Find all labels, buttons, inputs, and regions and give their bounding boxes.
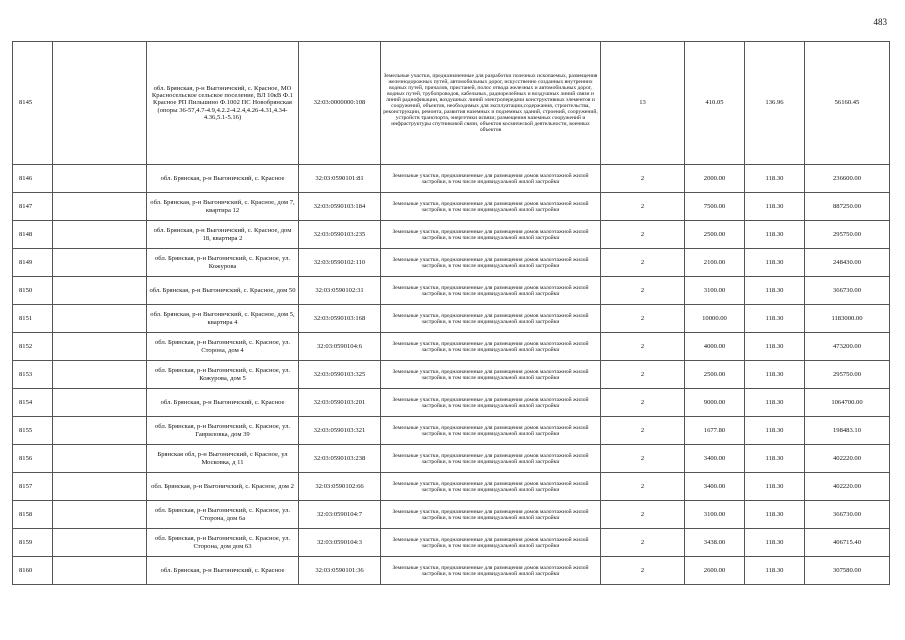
address-cell: обл. Брянская, р-н Выгоничский, с. Красное, дом 5, квартира 4 — [147, 305, 299, 333]
land-use-purpose-cell: Земельные участки, предназначенные для размещения домов малоэтажной жилой застройки, в том числе индивидуальной жилой застройки — [381, 249, 601, 277]
land-use-purpose-cell: Земельные участки, предназначенные для размещения домов малоэтажной жилой застройки, в том числе индивидуальной жилой застройки — [381, 557, 601, 585]
address-cell: обл. Брянская, р-н Выгоничский, с. Красное — [147, 557, 299, 585]
table-row — [13, 193, 890, 221]
use-group-code-cell: 2 — [601, 445, 685, 473]
address-cell: обл. Брянская, р-н Выгоничский, с. Красное — [147, 389, 299, 417]
address-cell: обл. Брянская, р-н Выгоничский, с. Красное, дом 7, квартира 12 — [147, 193, 299, 221]
address-cell: обл. Брянская, р-н Выгоничский, с. Красное, ул. Кожурова — [147, 249, 299, 277]
cadastral-number-cell: 32:03:0590103:184 — [299, 193, 381, 221]
blank-cell — [53, 305, 147, 333]
record-number-cell: 8155 — [13, 417, 53, 445]
blank-cell — [53, 389, 147, 417]
area-cell: 410.05 — [685, 42, 745, 165]
table-body — [13, 42, 890, 585]
address-cell: обл. Брянская, р-н Выгоничский, с. Красное, ул. Сторона, дом 4 — [147, 333, 299, 361]
area-cell: 7500.00 — [685, 193, 745, 221]
address-cell: обл. Брянская, р-н Выгоничский, с. Красное, МО Красносельское сельское поселение, ВЛ 10кВ Ф.1 Красное РП Пильшино Ф.1002 ПС Новобрянская (опоры 36-57,4.7-4.9,4.2.2-4.2.4,4.26-4.31,4.34-4.36,5.1-5.16) — [147, 42, 299, 165]
area-cell: 3400.00 — [685, 445, 745, 473]
use-group-code-cell: 2 — [601, 389, 685, 417]
cadastral-value-cell: 236600.00 — [805, 165, 890, 193]
use-group-code-cell: 2 — [601, 473, 685, 501]
use-group-code-cell: 2 — [601, 249, 685, 277]
cadastral-value-cell: 402220.00 — [805, 445, 890, 473]
land-use-purpose-cell: Земельные участки, предназначенные для размещения домов малоэтажной жилой застройки, в том числе индивидуальной жилой застройки — [381, 221, 601, 249]
use-group-code-cell: 13 — [601, 42, 685, 165]
cadastral-number-cell: 32:03:0000000:108 — [299, 42, 381, 165]
use-group-code-cell: 2 — [601, 333, 685, 361]
blank-cell — [53, 361, 147, 389]
cadastral-value-cell: 295750.00 — [805, 361, 890, 389]
cadastral-value-cell: 887250.00 — [805, 193, 890, 221]
specific-value-cell: 118.30 — [745, 417, 805, 445]
blank-cell — [53, 529, 147, 557]
cadastral-value-cell: 198483.10 — [805, 417, 890, 445]
cadastral-number-cell: 32:03:0590102:110 — [299, 249, 381, 277]
cadastral-number-cell: 32:03:0590102:31 — [299, 277, 381, 305]
land-use-purpose-cell: Земельные участки, предназначенные для размещения домов малоэтажной жилой застройки, в том числе индивидуальной жилой застройки — [381, 529, 601, 557]
address-cell: обл. Брянская, р-н Выгоничский, с. Красное, ул. Сторона, дом 6а — [147, 501, 299, 529]
use-group-code-cell: 2 — [601, 165, 685, 193]
use-group-code-cell: 2 — [601, 221, 685, 249]
area-cell: 2500.00 — [685, 361, 745, 389]
specific-value-cell: 118.30 — [745, 361, 805, 389]
specific-value-cell: 118.30 — [745, 277, 805, 305]
use-group-code-cell: 2 — [601, 193, 685, 221]
blank-cell — [53, 42, 147, 165]
cadastral-number-cell: 32:03:0590104:7 — [299, 501, 381, 529]
cadastral-value-cell: 366730.00 — [805, 277, 890, 305]
cadastral-number-cell: 32:03:0590103:321 — [299, 417, 381, 445]
land-use-purpose-cell: Земельные участки, предназначенные для размещения домов малоэтажной жилой застройки, в том числе индивидуальной жилой застройки — [381, 193, 601, 221]
specific-value-cell: 118.30 — [745, 249, 805, 277]
blank-cell — [53, 417, 147, 445]
table-row — [13, 473, 890, 501]
area-cell: 4000.00 — [685, 333, 745, 361]
cadastral-number-cell: 32:03:0590103:238 — [299, 445, 381, 473]
area-cell: 3400.00 — [685, 473, 745, 501]
blank-cell — [53, 221, 147, 249]
cadastral-value-cell: 307580.00 — [805, 557, 890, 585]
address-cell: обл. Брянская, р-н Выгоничский, с. Красное, ул. Сторона, дом дом 63 — [147, 529, 299, 557]
cadastral-number-cell: 32:03:0590103:168 — [299, 305, 381, 333]
record-number-cell: 8148 — [13, 221, 53, 249]
land-use-purpose-cell: Земельные участки, предназначенные для размещения домов малоэтажной жилой застройки, в том числе индивидуальной жилой застройки — [381, 333, 601, 361]
record-number-cell: 8149 — [13, 249, 53, 277]
record-number-cell: 8151 — [13, 305, 53, 333]
cadastral-number-cell: 32:03:0590102:66 — [299, 473, 381, 501]
specific-value-cell: 118.30 — [745, 473, 805, 501]
table-row — [13, 445, 890, 473]
table-row — [13, 249, 890, 277]
specific-value-cell: 136.96 — [745, 42, 805, 165]
blank-cell — [53, 557, 147, 585]
specific-value-cell: 118.30 — [745, 501, 805, 529]
cadastral-value-cell: 1064700.00 — [805, 389, 890, 417]
address-cell: обл. Брянская, р-н Выгоничский, с. Красное — [147, 165, 299, 193]
land-use-purpose-cell: Земельные участки, предназначенные для размещения домов малоэтажной жилой застройки, в том числе индивидуальной жилой застройки — [381, 473, 601, 501]
specific-value-cell: 118.30 — [745, 389, 805, 417]
table-row — [13, 277, 890, 305]
land-use-purpose-cell: Земельные участки, предназначенные для размещения домов малоэтажной жилой застройки, в том числе индивидуальной жилой застройки — [381, 445, 601, 473]
record-number-cell: 8150 — [13, 277, 53, 305]
table-row — [13, 501, 890, 529]
area-cell: 2500.00 — [685, 221, 745, 249]
record-number-cell: 8146 — [13, 165, 53, 193]
specific-value-cell: 118.30 — [745, 333, 805, 361]
cadastral-number-cell: 32:03:0590104:3 — [299, 529, 381, 557]
table-row — [13, 165, 890, 193]
record-number-cell: 8156 — [13, 445, 53, 473]
cadastral-number-cell: 32:03:0590103:325 — [299, 361, 381, 389]
land-use-purpose-cell: Земельные участки, предназначенные для разработки полезных ископаемых, размещения железнодорожных путей, автомобильных дорог, искусственно созданных внутренних водных путей, причалов, пристаней, полос отвода железных и автомобильных дорог, водных путей, трубопроводов, кабельных, радиорелейных и воздушных линий связи и линий радиофикации, воздушных линий электропередачи конструктивных элементов и сооружений, объектов, необходимых для эксплуатации,содержания, строительства, реконструкции, ремонта, развития наземных и подземных зданий, строений, сооружений, устройств транспорта, энергетики исвязи; размещения наземных сооружений и инфраструктуры спутниковой связи, объектов космической деятельности, военных объектов — [381, 42, 601, 165]
blank-cell — [53, 193, 147, 221]
blank-cell — [53, 277, 147, 305]
cadastral-value-cell: 473200.00 — [805, 333, 890, 361]
specific-value-cell: 118.30 — [745, 221, 805, 249]
page-number: 483 — [873, 17, 887, 27]
specific-value-cell: 118.30 — [745, 193, 805, 221]
area-cell: 3100.00 — [685, 501, 745, 529]
record-number-cell: 8159 — [13, 529, 53, 557]
table-row — [13, 389, 890, 417]
address-cell: обл. Брянская, р-н Выгоничский, с. Красное, дом 50 — [147, 277, 299, 305]
address-cell: обл. Брянская, р-н Выгоничский, с. Красное, дом 18, квартира 2 — [147, 221, 299, 249]
area-cell: 3438.00 — [685, 529, 745, 557]
specific-value-cell: 118.30 — [745, 165, 805, 193]
table-row — [13, 42, 890, 165]
record-number-cell: 8154 — [13, 389, 53, 417]
record-number-cell: 8145 — [13, 42, 53, 165]
specific-value-cell: 118.30 — [745, 557, 805, 585]
land-use-purpose-cell: Земельные участки, предназначенные для размещения домов малоэтажной жилой застройки, в том числе индивидуальной жилой застройки — [381, 277, 601, 305]
cadastral-value-cell: 406715.40 — [805, 529, 890, 557]
use-group-code-cell: 2 — [601, 501, 685, 529]
record-number-cell: 8160 — [13, 557, 53, 585]
record-number-cell: 8158 — [13, 501, 53, 529]
land-use-purpose-cell: Земельные участки, предназначенные для размещения домов малоэтажной жилой застройки, в том числе индивидуальной жилой застройки — [381, 417, 601, 445]
area-cell: 9000.00 — [685, 389, 745, 417]
record-number-cell: 8157 — [13, 473, 53, 501]
area-cell: 2000.00 — [685, 165, 745, 193]
address-cell: обл. Брянская, р-н Выгоничский, с. Красное, дом 2 — [147, 473, 299, 501]
use-group-code-cell: 2 — [601, 305, 685, 333]
cadastral-value-cell: 366730.00 — [805, 501, 890, 529]
cadastral-number-cell: 32:03:0590101:81 — [299, 165, 381, 193]
use-group-code-cell: 2 — [601, 557, 685, 585]
table-row — [13, 557, 890, 585]
area-cell: 1677.80 — [685, 417, 745, 445]
area-cell: 2600.00 — [685, 557, 745, 585]
cadastral-number-cell: 32:03:0590104:6 — [299, 333, 381, 361]
use-group-code-cell: 2 — [601, 277, 685, 305]
use-group-code-cell: 2 — [601, 361, 685, 389]
land-use-purpose-cell: Земельные участки, предназначенные для размещения домов малоэтажной жилой застройки, в том числе индивидуальной жилой застройки — [381, 305, 601, 333]
land-registry-table — [12, 41, 890, 585]
record-number-cell: 8152 — [13, 333, 53, 361]
table-row — [13, 333, 890, 361]
area-cell: 2100.00 — [685, 249, 745, 277]
blank-cell — [53, 165, 147, 193]
cadastral-number-cell: 32:03:0590103:201 — [299, 389, 381, 417]
specific-value-cell: 118.30 — [745, 529, 805, 557]
land-use-purpose-cell: Земельные участки, предназначенные для размещения домов малоэтажной жилой застройки, в том числе индивидуальной жилой застройки — [381, 165, 601, 193]
address-cell: обл. Брянская, р-н Выгоничский, с. Красное, ул. Гавриловка, дом 39 — [147, 417, 299, 445]
cadastral-value-cell: 295750.00 — [805, 221, 890, 249]
specific-value-cell: 118.30 — [745, 305, 805, 333]
blank-cell — [53, 473, 147, 501]
area-cell: 10000.00 — [685, 305, 745, 333]
cadastral-value-cell: 1183000.00 — [805, 305, 890, 333]
cadastral-number-cell: 32:03:0590103:235 — [299, 221, 381, 249]
cadastral-value-cell: 248430.00 — [805, 249, 890, 277]
specific-value-cell: 118.30 — [745, 445, 805, 473]
use-group-code-cell: 2 — [601, 529, 685, 557]
land-use-purpose-cell: Земельные участки, предназначенные для размещения домов малоэтажной жилой застройки, в том числе индивидуальной жилой застройки — [381, 361, 601, 389]
table-row — [13, 417, 890, 445]
cadastral-number-cell: 32:03:0590101:36 — [299, 557, 381, 585]
blank-cell — [53, 501, 147, 529]
land-use-purpose-cell: Земельные участки, предназначенные для размещения домов малоэтажной жилой застройки, в том числе индивидуальной жилой застройки — [381, 501, 601, 529]
land-use-purpose-cell: Земельные участки, предназначенные для размещения домов малоэтажной жилой застройки, в том числе индивидуальной жилой застройки — [381, 389, 601, 417]
use-group-code-cell: 2 — [601, 417, 685, 445]
area-cell: 3100.00 — [685, 277, 745, 305]
cadastral-value-cell: 56160.45 — [805, 42, 890, 165]
blank-cell — [53, 249, 147, 277]
cadastral-value-cell: 402220.00 — [805, 473, 890, 501]
table-row — [13, 305, 890, 333]
blank-cell — [53, 445, 147, 473]
table-row — [13, 361, 890, 389]
table-row — [13, 529, 890, 557]
table-row — [13, 221, 890, 249]
record-number-cell: 8147 — [13, 193, 53, 221]
address-cell: обл. Брянская, р-н Выгоничский, с. Красное, ул. Кожурова, дом 5 — [147, 361, 299, 389]
record-number-cell: 8153 — [13, 361, 53, 389]
blank-cell — [53, 333, 147, 361]
address-cell: Брянская обл, р-н Выгоничский, с Красное, ул Московка, д 11 — [147, 445, 299, 473]
